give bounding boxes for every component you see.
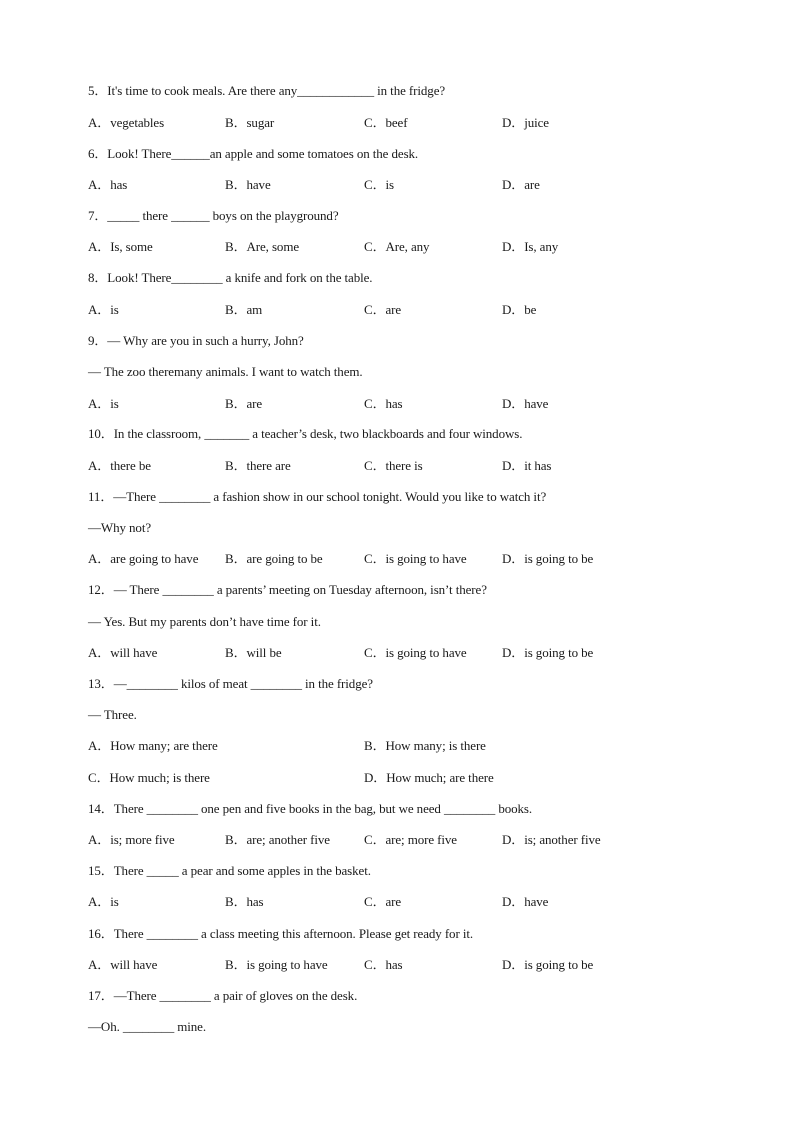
question-8-option-d[interactable]: D．be (502, 302, 537, 317)
question-6-option-d[interactable]: D．are (502, 177, 540, 192)
question-13-option-d[interactable]: D．How much; are there (364, 770, 494, 785)
question-11-stem: 11．—There ________ a fashion show in our school tonight. Would you like to watch it? (88, 489, 547, 504)
question-16-option-b[interactable]: B．is going to have (225, 957, 328, 972)
question-10-option-c[interactable]: C．there is (364, 458, 423, 473)
question-14-option-b[interactable]: B．are; another five (225, 832, 330, 847)
question-5-option-b[interactable]: B．sugar (225, 115, 275, 130)
question-13-option-c[interactable]: C．How much; is there (88, 770, 210, 785)
question-17-stem-line-2: —Oh. ________ mine. (88, 1019, 206, 1034)
question-8-option-b[interactable]: B．am (225, 302, 263, 317)
question-11-option-d[interactable]: D．is going to be (502, 551, 594, 566)
question-16-option-a[interactable]: A．will have (88, 957, 158, 972)
question-10-option-b[interactable]: B．there are (225, 458, 291, 473)
question-6-option-a[interactable]: A．has (88, 177, 128, 192)
question-10-option-d[interactable]: D．it has (502, 458, 552, 473)
question-15-option-c[interactable]: C．are (364, 894, 402, 909)
question-16-option-d[interactable]: D．is going to be (502, 957, 594, 972)
question-13-option-b[interactable]: B．How many; is there (364, 738, 486, 753)
question-13-stem-line-2: — Three. (88, 707, 137, 722)
question-12-stem: 12．— There ________ a parents’ meeting on Tuesday afternoon, isn’t there? (88, 582, 487, 597)
question-7-option-a[interactable]: A．Is, some (88, 239, 153, 254)
question-12-option-d[interactable]: D．is going to be (502, 645, 594, 660)
question-10-stem: 10．In the classroom, _______ a teacher’s desk, two blackboards and four windows. (88, 426, 523, 441)
question-8-option-c[interactable]: C．are (364, 302, 402, 317)
question-8-stem: 8．Look! There________ a knife and fork on the table. (88, 270, 373, 285)
question-15-stem: 15．There _____ a pear and some apples in the basket. (88, 863, 371, 878)
question-7-stem: 7．_____ there ______ boys on the playground? (88, 208, 339, 223)
question-13-stem: 13．—________ kilos of meat ________ in the fridge? (88, 676, 373, 691)
question-5-option-d[interactable]: D．juice (502, 115, 549, 130)
question-9-option-a[interactable]: A．is (88, 396, 119, 411)
question-5-option-a[interactable]: A．vegetables (88, 115, 165, 130)
question-12-option-c[interactable]: C．is going to have (364, 645, 467, 660)
question-9-stem: 9．— Why are you in such a hurry, John? (88, 333, 304, 348)
question-8-option-a[interactable]: A．is (88, 302, 119, 317)
question-9-option-b[interactable]: B．are (225, 396, 263, 411)
question-9-option-c[interactable]: C．has (364, 396, 403, 411)
question-15-option-b[interactable]: B．has (225, 894, 264, 909)
question-5-stem: 5．It's time to cook meals. Are there any____________ in the fridge? (88, 83, 446, 98)
question-16-stem: 16．There ________ a class meeting this afternoon. Please get ready for it. (88, 926, 474, 941)
question-9-stem-line-2: — The zoo theremany animals. I want to watch them. (88, 364, 363, 379)
question-6-stem: 6．Look! There______an apple and some tomatoes on the desk. (88, 146, 419, 161)
question-17-stem: 17．—There ________ a pair of gloves on the desk. (88, 988, 358, 1003)
question-9-option-d[interactable]: D．have (502, 396, 549, 411)
question-13-option-a[interactable]: A．How many; are there (88, 738, 218, 753)
question-15-option-d[interactable]: D．have (502, 894, 549, 909)
question-16-option-c[interactable]: C．has (364, 957, 403, 972)
question-12-stem-line-2: — Yes. But my parents don’t have time for it. (88, 614, 321, 629)
question-11-option-b[interactable]: B．are going to be (225, 551, 323, 566)
question-11-option-c[interactable]: C．is going to have (364, 551, 467, 566)
question-14-option-c[interactable]: C．are; more five (364, 832, 457, 847)
question-6-option-b[interactable]: B．have (225, 177, 271, 192)
question-14-option-a[interactable]: A．is; more five (88, 832, 175, 847)
question-12-option-a[interactable]: A．will have (88, 645, 158, 660)
question-15-option-a[interactable]: A．is (88, 894, 119, 909)
question-7-option-d[interactable]: D．Is, any (502, 239, 559, 254)
question-7-option-c[interactable]: C．Are, any (364, 239, 430, 254)
question-11-stem-line-2: —Why not? (88, 520, 152, 535)
question-14-stem: 14．There ________ one pen and five books in the bag, but we need ________ books. (88, 801, 533, 816)
question-11-option-a[interactable]: A．are going to have (88, 551, 199, 566)
question-10-option-a[interactable]: A．there be (88, 458, 151, 473)
question-14-option-d[interactable]: D．is; another five (502, 832, 601, 847)
question-6-option-c[interactable]: C．is (364, 177, 394, 192)
question-5-option-c[interactable]: C．beef (364, 115, 408, 130)
question-12-option-b[interactable]: B．will be (225, 645, 282, 660)
question-7-option-b[interactable]: B．Are, some (225, 239, 299, 254)
